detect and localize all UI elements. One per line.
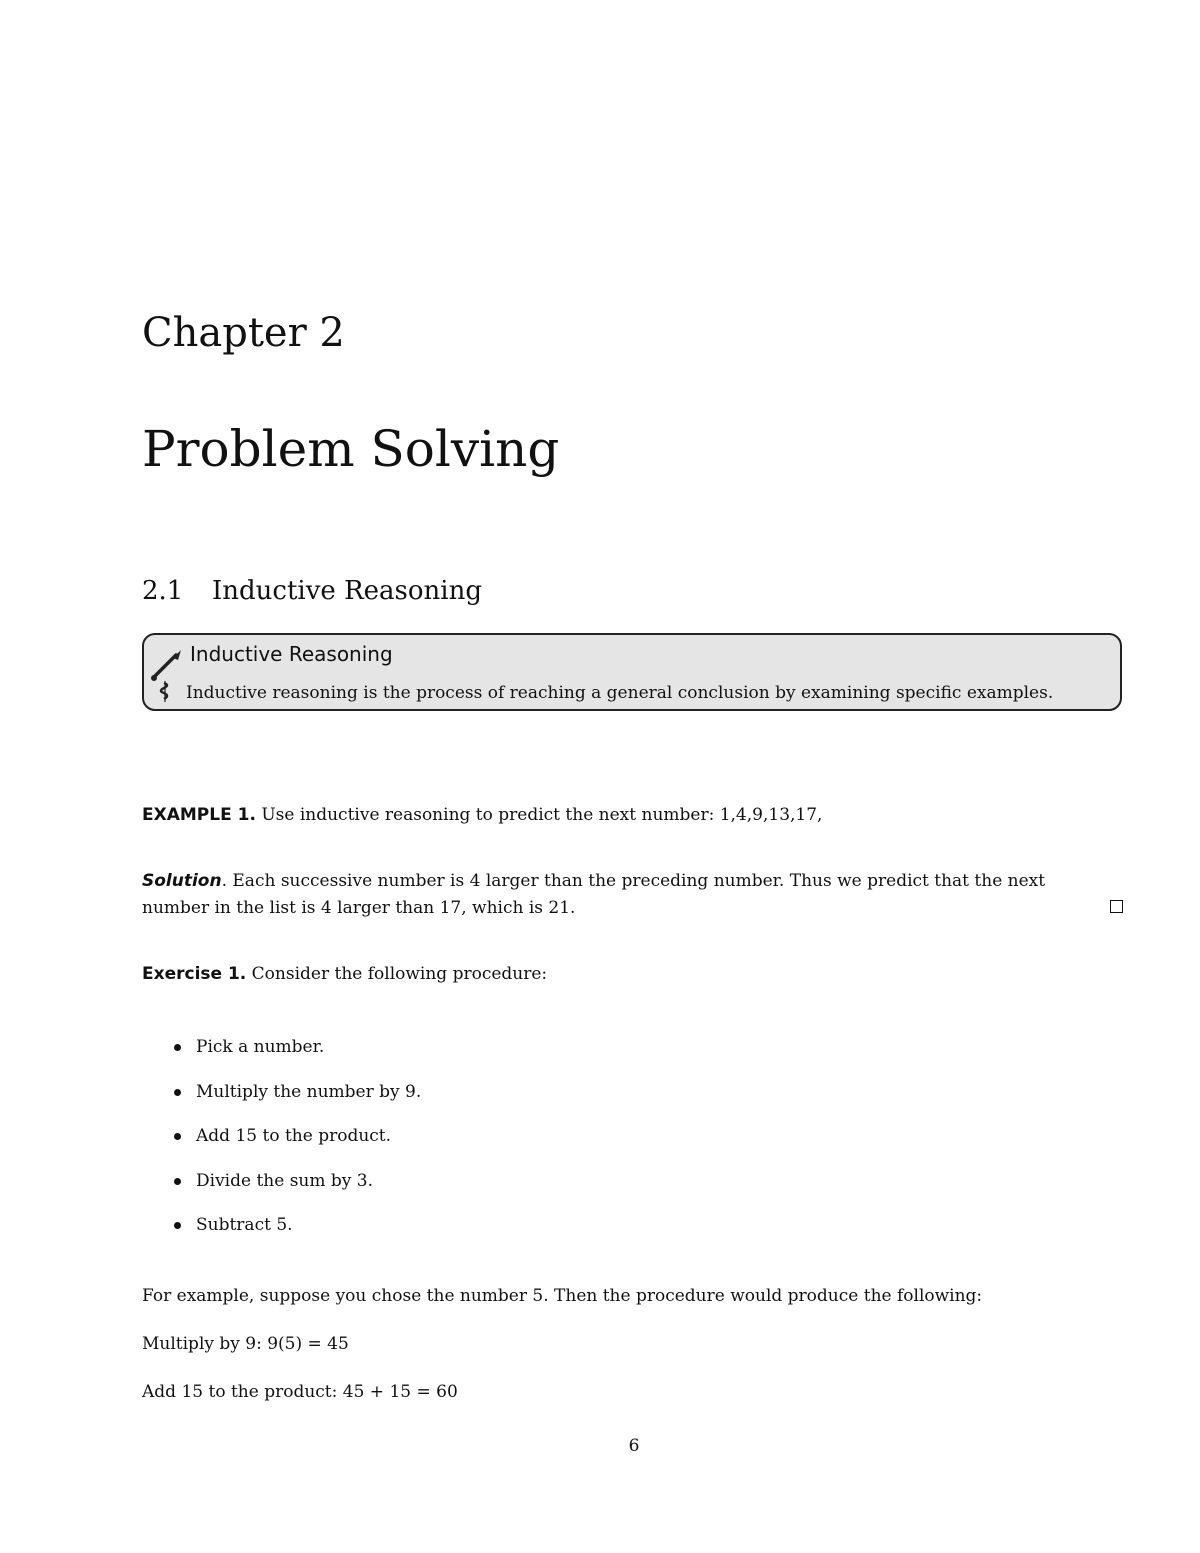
list-item: Divide the sum by 3. [172,1168,421,1213]
bullet-icon [174,1133,181,1140]
definition-body: Inductive reasoning is the process of reaching a general conclusion by examining specific examples. [186,683,1054,703]
procedure-list [172,1034,421,1257]
solution-label: Solution [142,871,222,891]
bullet-icon [174,1178,181,1185]
bullet-icon [174,1044,181,1051]
definition-title: Inductive Reasoning [190,642,393,666]
qed-square [1110,900,1123,913]
example-paragraph [142,802,822,828]
definition-box [142,633,1122,711]
list-item: Add 15 to the product. [172,1123,421,1168]
chapter-title: Problem Solving [142,420,560,478]
solution-text-1: . Each successive number is 4 larger than the preceding number. Thus we predict that the next [221,871,1046,891]
chapter-label: Chapter 2 [142,310,345,356]
exercise-text: Consider the following procedure: [251,964,548,984]
compass-pen-icon [148,641,184,703]
list-item: Pick a number. [172,1034,421,1079]
bullet-icon [174,1089,181,1096]
example-text: Use inductive reasoning to predict the next number: 1,4,9,13,17, [261,805,823,825]
section-title: Inductive Reasoning [212,576,482,606]
exercise-paragraph [142,961,547,987]
walkthrough-line-2: Add 15 to the product: 45 + 15 = 60 [142,1382,458,1402]
walkthrough-line-1: Multiply by 9: 9(5) = 45 [142,1334,349,1354]
solution-line-2: number in the list is 4 larger than 17, which is 21. [142,898,576,918]
exercise-label: Exercise 1. [142,964,247,984]
list-item: Subtract 5. [172,1212,421,1257]
list-item: Multiply the number by 9. [172,1079,421,1124]
bullet-icon [174,1222,181,1229]
solution-line-1 [142,868,1045,894]
walkthrough-intro: For example, suppose you chose the number 5. Then the procedure would produce the following: [142,1286,983,1306]
example-label: EXAMPLE 1. [142,805,256,825]
page-number: 6 [628,1436,640,1456]
section-number: 2.1 [142,576,184,606]
section-heading [142,574,482,608]
